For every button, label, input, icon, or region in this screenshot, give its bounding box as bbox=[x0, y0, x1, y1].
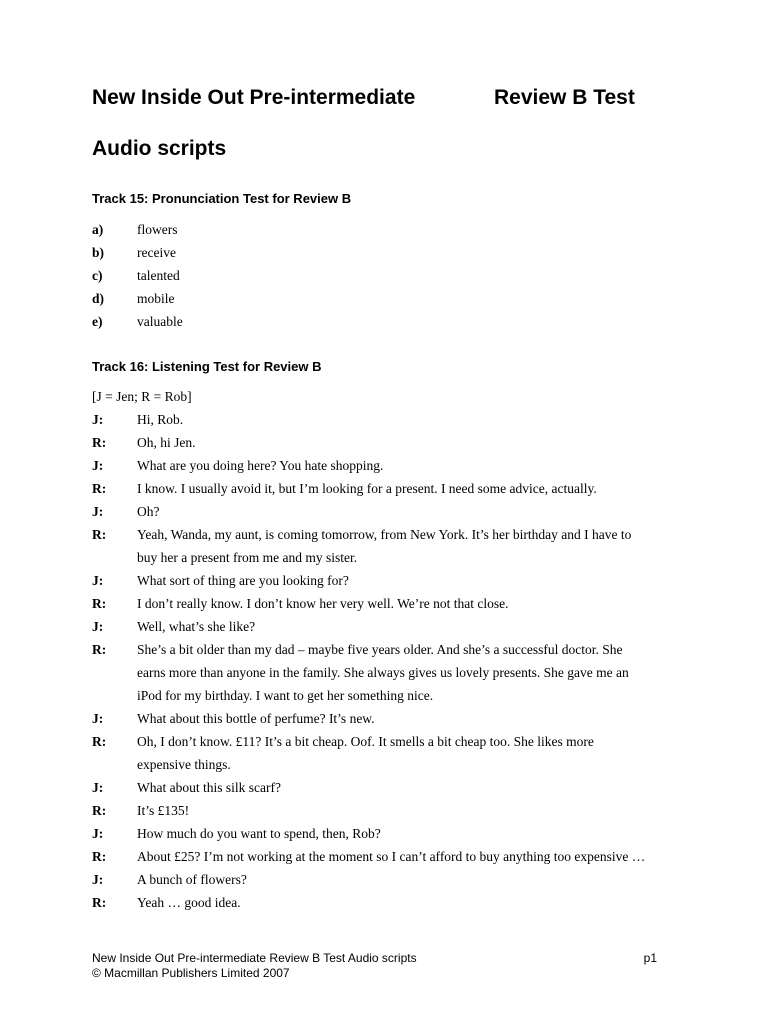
dialogue-line bbox=[92, 548, 682, 571]
dialogue-line-text: About £25? I’m not working at the moment so I can’t afford to buy anything too expensive … bbox=[137, 849, 646, 864]
dialogue-line-key: R: bbox=[92, 527, 107, 542]
page-subtitle: Audio scripts bbox=[92, 137, 227, 160]
dialogue-line-text: Yeah, Wanda, my aunt, is coming tomorrow, from New York. It’s her birthday and I have to bbox=[137, 527, 632, 542]
page-number: p1 bbox=[643, 951, 657, 965]
dialogue-line bbox=[92, 755, 682, 778]
pronunciation-item-key: d) bbox=[92, 291, 105, 306]
dialogue-line-text: Oh, hi Jen. bbox=[137, 435, 196, 450]
dialogue-line-key: R: bbox=[92, 803, 107, 818]
dialogue-line bbox=[92, 456, 682, 479]
speaker-key-note: [J = Jen; R = Rob] bbox=[92, 389, 192, 404]
pronunciation-item-text: mobile bbox=[137, 291, 175, 306]
dialogue-line bbox=[92, 709, 682, 732]
dialogue-line-text: Yeah … good idea. bbox=[137, 895, 241, 910]
pronunciation-item-text: talented bbox=[137, 268, 180, 283]
dialogue-line-key: J: bbox=[92, 573, 104, 588]
dialogue-line bbox=[92, 778, 682, 801]
pronunciation-item bbox=[92, 312, 682, 335]
dialogue-line bbox=[92, 663, 682, 686]
dialogue-line-key: J: bbox=[92, 826, 104, 841]
dialogue-line bbox=[92, 410, 682, 433]
dialogue-line-key: R: bbox=[92, 734, 107, 749]
dialogue-line-text: What are you doing here? You hate shopping. bbox=[137, 458, 384, 473]
pronunciation-item bbox=[92, 266, 682, 289]
dialogue-line-key: R: bbox=[92, 642, 107, 657]
dialogue-line-text: It’s £135! bbox=[137, 803, 190, 818]
dialogue-line bbox=[92, 525, 682, 548]
dialogue-line-key: J: bbox=[92, 458, 104, 473]
dialogue-line-text: earns more than anyone in the family. She always gives us lovely presents. She gave me an bbox=[137, 665, 629, 680]
pronunciation-item-key: b) bbox=[92, 245, 105, 260]
dialogue-line-text: I don’t really know. I don’t know her very well. We’re not that close. bbox=[137, 596, 509, 611]
page-title-row bbox=[92, 86, 692, 114]
dialogue-line-key: J: bbox=[92, 711, 104, 726]
test-name: Review B Test bbox=[494, 86, 635, 109]
dialogue-line-text: Oh, I don’t know. £11? It’s a bit cheap. Oof. It smells a bit cheap too. She likes more bbox=[137, 734, 594, 749]
dialogue-line-key: R: bbox=[92, 596, 107, 611]
dialogue-line-text: A bunch of flowers? bbox=[137, 872, 247, 887]
dialogue-line-text: I know. I usually avoid it, but I’m looking for a present. I need some advice, actually. bbox=[137, 481, 597, 496]
pronunciation-item-text: flowers bbox=[137, 222, 178, 237]
pronunciation-item-key: a) bbox=[92, 222, 104, 237]
dialogue-line bbox=[92, 824, 682, 847]
dialogue-line-text: What sort of thing are you looking for? bbox=[137, 573, 349, 588]
dialogue-line bbox=[92, 640, 682, 663]
pronunciation-item bbox=[92, 220, 682, 243]
pronunciation-item-key: c) bbox=[92, 268, 103, 283]
track15-heading: Track 15: Pronunciation Test for Review B bbox=[92, 191, 352, 206]
pronunciation-item bbox=[92, 243, 682, 266]
dialogue-line bbox=[92, 870, 682, 893]
dialogue-line-key: J: bbox=[92, 504, 104, 519]
dialogue-line bbox=[92, 571, 682, 594]
pronunciation-list bbox=[92, 220, 682, 335]
dialogue-line bbox=[92, 893, 682, 916]
dialogue-line-key: J: bbox=[92, 780, 104, 795]
dialogue-line bbox=[92, 479, 682, 502]
dialogue-line bbox=[92, 502, 682, 525]
dialogue-line bbox=[92, 732, 682, 755]
dialogue-line bbox=[92, 594, 682, 617]
dialogue-line-text: expensive things. bbox=[137, 757, 231, 772]
dialogue-line bbox=[92, 433, 682, 456]
dialogue-line bbox=[92, 686, 682, 709]
dialogue-line-text: Oh? bbox=[137, 504, 160, 519]
dialogue-line-key: J: bbox=[92, 619, 104, 634]
pronunciation-item bbox=[92, 289, 682, 312]
dialogue-line-text: Well, what’s she like? bbox=[137, 619, 256, 634]
dialogue-line-text: Hi, Rob. bbox=[137, 412, 184, 427]
page-title: New Inside Out Pre-intermediate bbox=[92, 86, 416, 109]
dialogue-line-text: iPod for my birthday. I want to get her something nice. bbox=[137, 688, 434, 703]
footer-copyright: © Macmillan Publishers Limited 2007 bbox=[92, 966, 290, 980]
page-footer bbox=[92, 951, 657, 981]
dialogue-line-key: R: bbox=[92, 481, 107, 496]
dialogue-line-text: How much do you want to spend, then, Rob? bbox=[137, 826, 381, 841]
dialogue-line-key: R: bbox=[92, 849, 107, 864]
pronunciation-item-text: receive bbox=[137, 245, 176, 260]
dialogue-line bbox=[92, 617, 682, 640]
dialogue-line bbox=[92, 801, 682, 824]
footer-title: New Inside Out Pre-intermediate Review B Test Audio scripts bbox=[92, 951, 417, 965]
dialogue-line-text: What about this silk scarf? bbox=[137, 780, 281, 795]
dialogue-line-key: R: bbox=[92, 895, 107, 910]
dialogue-list bbox=[92, 410, 682, 916]
pronunciation-item-key: e) bbox=[92, 314, 103, 329]
pronunciation-item-text: valuable bbox=[137, 314, 183, 329]
track16-heading: Track 16: Listening Test for Review B bbox=[92, 359, 322, 374]
dialogue-line bbox=[92, 847, 682, 870]
dialogue-line-key: J: bbox=[92, 872, 104, 887]
dialogue-line-text: What about this bottle of perfume? It’s new. bbox=[137, 711, 375, 726]
dialogue-line-key: J: bbox=[92, 412, 104, 427]
dialogue-line-text: buy her a present from me and my sister. bbox=[137, 550, 358, 565]
dialogue-line-text: She’s a bit older than my dad – maybe five years older. And she’s a successful doctor. She bbox=[137, 642, 623, 657]
dialogue-line-key: R: bbox=[92, 435, 107, 450]
